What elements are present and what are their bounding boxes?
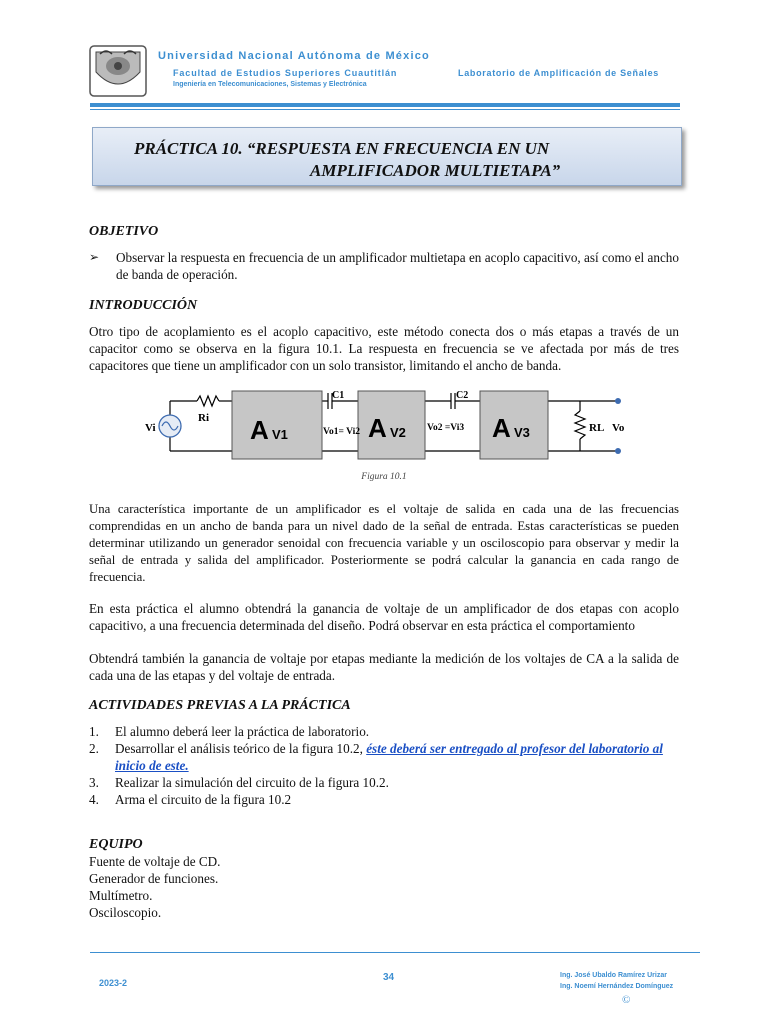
list-item: 4. Arma el circuito de la figura 10.2 — [89, 792, 292, 807]
label-c2: C2 — [456, 390, 469, 401]
label-a2-sub: V2 — [390, 425, 406, 440]
label-rl: RL — [589, 422, 605, 434]
figure-caption: Figura 10.1 — [361, 472, 407, 482]
list-item: 1. El alumno deberá leer la práctica de laboratorio. — [89, 724, 370, 739]
label-c1: C1 — [332, 390, 345, 401]
university-name: Universidad Nacional Autónoma de México — [158, 50, 430, 62]
footer-rule — [90, 952, 700, 953]
copyright-icon: © — [622, 994, 631, 1006]
paragraph-1: Una característica importante de un amplificador es el voltaje de salida en cada una de las frecuencias comprendidas en un ancho de banda para un nivel dado de la señal de entrada. Estas características se pueden determinar utilizando un generador senoidal con frecuencia variable y un osciloscopio para observar y medir la señal de entrada y salida del amplificador. Posteriormente se podrá calcular la ganancia en cada rango de frecuencia. — [89, 502, 679, 584]
lab-name: Laboratorio de Amplificación de Señales — [458, 68, 660, 78]
author-1: Ing. José Ubaldo Ramírez Urizar — [560, 972, 667, 979]
list-item: Osciloscopio. — [89, 905, 162, 920]
introduccion-heading: INTRODUCCIÓN — [89, 298, 198, 313]
label-vo1: Vo1= Vi2 — [323, 427, 361, 437]
paragraph-2: En esta práctica el alumno obtendrá la ganancia de voltaje de un amplificador de dos etapas con acoplo capacitivo, a una frecuencia determinada del diseño. Podrá observar en esta práctica el comportamiento — [89, 601, 679, 633]
equipo-list — [89, 853, 220, 921]
label-a1: A — [250, 415, 269, 445]
list-item: Fuente de voltaje de CD. — [89, 854, 221, 869]
label-a3-sub: V3 — [514, 425, 530, 440]
amplifier-block-1 — [232, 391, 322, 459]
label-a2: A — [368, 413, 387, 443]
output-node-bottom — [615, 448, 621, 454]
equipo-heading: EQUIPO — [89, 837, 143, 852]
introduccion-text: Otro tipo de acoplamiento es el acoplo capacitivo, este método conecta dos o más etapas a través de un capacitor como se observa en la figura 10.1. La respuesta en frecuencia se ve afectada por más de tres capacitores que tiene un amplificador con un solo transistor, limitando el ancho de banda. — [89, 324, 679, 373]
page-title-line1: PRÁCTICA 10. “RESPUESTA EN FRECUENCIA EN UN — [134, 139, 550, 158]
list-item: Generador de funciones. — [89, 871, 219, 886]
arrow-bullet-icon: ➢ — [89, 250, 100, 264]
header-rule-thin — [90, 109, 680, 110]
figure-multistage-amplifier — [140, 385, 640, 465]
objetivo-text: Observar la respuesta en frecuencia de un amplificador multietapa en acoplo capacitivo, así como el ancho de banda de operación. — [116, 250, 679, 282]
unam-crest-logo — [86, 42, 150, 100]
label-vi: Vi — [145, 422, 156, 434]
footer-authors — [560, 970, 673, 992]
objetivo-heading: OBJETIVO — [89, 224, 159, 239]
label-vo: Vo — [612, 422, 625, 434]
page-title-line2: AMPLIFICADOR MULTIETAPA” — [310, 161, 561, 180]
output-node-top — [615, 398, 621, 404]
list-item: Multímetro. — [89, 888, 153, 903]
paragraph-3: Obtendrá también la ganancia de voltaje por etapas mediante la medición de los voltajes de CA a la salida de cada una de las etapas y del voltaje de entrada. — [89, 651, 679, 683]
actividades-list — [89, 723, 681, 808]
label-a3: A — [492, 413, 511, 443]
faculty-name: Facultad de Estudios Superiores Cuautitlán — [173, 68, 398, 78]
actividades-heading: ACTIVIDADES PREVIAS A LA PRÁCTICA — [89, 698, 351, 713]
page-number: 34 — [383, 972, 395, 983]
header-rule-thick — [90, 103, 680, 107]
label-vo2: Vo2 =Vi3 — [427, 423, 465, 433]
instruction-link[interactable]: éste deberá ser entregado al profesor del laboratorio al inicio de este. — [115, 741, 663, 773]
list-item: 3. Realizar la simulación del circuito de la figura 10.2. — [89, 775, 389, 790]
footer-year: 2023-2 — [99, 978, 128, 988]
program-name: Ingeniería en Telecomunicaciones, Sistemas y Electrónica — [173, 81, 367, 88]
label-a1-sub: V1 — [272, 427, 288, 442]
author-2: Ing. Noemí Hernández Domínguez — [560, 983, 674, 990]
list-item: 2. Desarrollar el análisis teórico de la figura 10.2, éste deberá ser entregado al profesor del laboratorio al inicio de este. — [89, 741, 663, 773]
label-ri: Ri — [198, 412, 209, 424]
